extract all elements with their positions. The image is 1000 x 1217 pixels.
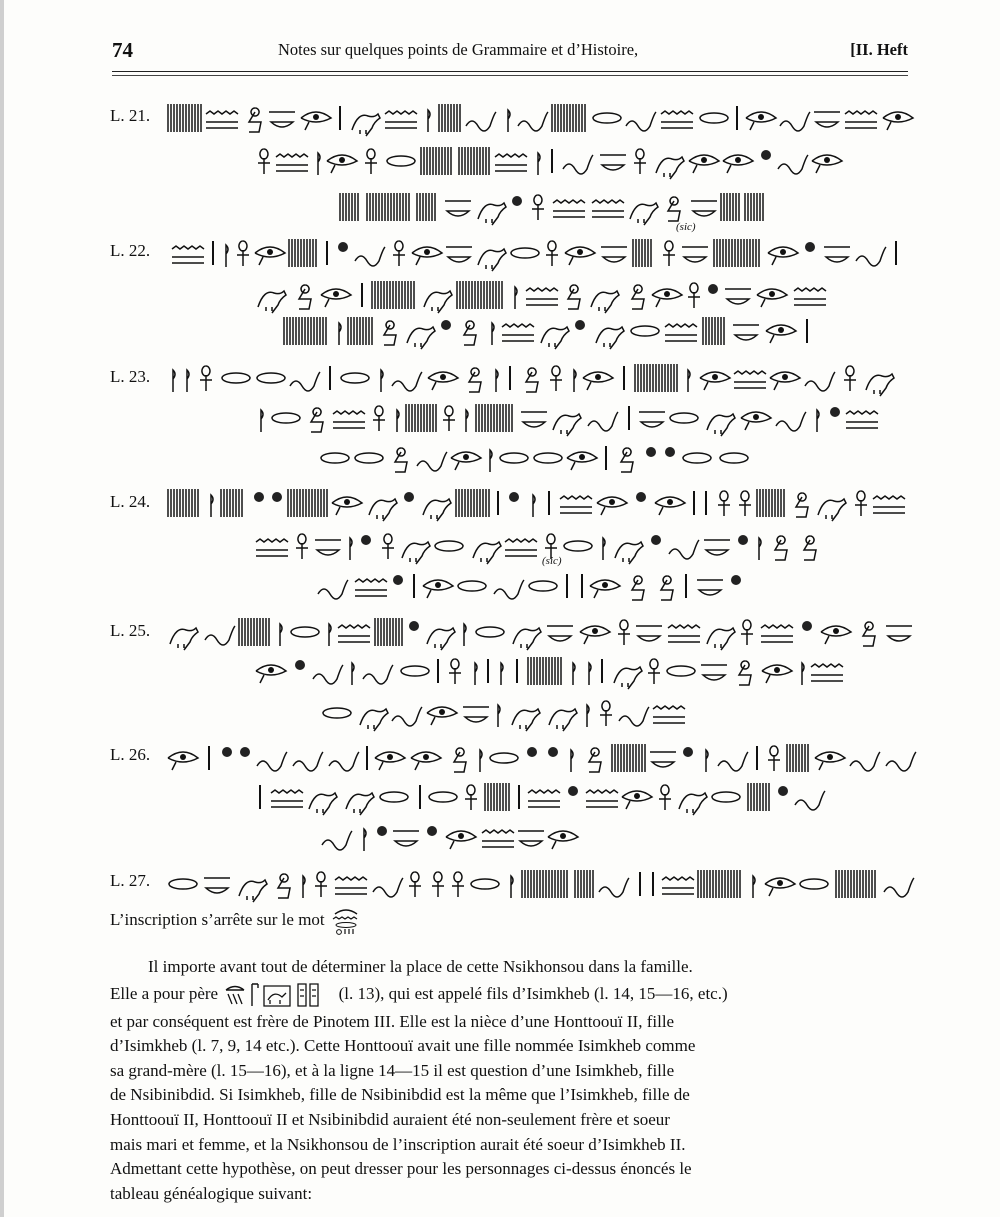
running-section: [II. Heft bbox=[850, 40, 908, 59]
body-line: Il importe avant tout de déterminer la place de cette Nsikhonsou dans la famille. bbox=[148, 957, 693, 976]
sic-note-22: (sic) bbox=[676, 221, 696, 233]
line-label-25: L. 25. bbox=[110, 621, 151, 640]
hieroglyph-row bbox=[258, 147, 842, 179]
hieroglyph-row bbox=[168, 104, 913, 136]
inscription-caption bbox=[110, 906, 363, 936]
hieroglyph-row bbox=[260, 783, 825, 815]
running-title: Notes sur quelques points de Grammaire et d’Histoire, bbox=[278, 40, 639, 59]
body-line: Honttoouï II, Honttoouï II et Nsibinibdid auraient été non-seulement frère et soeur bbox=[110, 1109, 670, 1129]
hieroglyph-row bbox=[261, 404, 878, 436]
hieroglyph-name-icon bbox=[222, 980, 334, 1010]
commentary-paragraph bbox=[110, 955, 910, 1206]
hieroglyph-row bbox=[168, 489, 905, 521]
body-line: tableau généalogique suivant: bbox=[110, 1183, 313, 1203]
hieroglyph-row bbox=[258, 281, 826, 313]
hieroglyph-word-icon bbox=[329, 906, 363, 936]
line-label-22: L. 22. bbox=[110, 241, 151, 260]
hieroglyph-row bbox=[169, 870, 914, 902]
hieroglyph-row bbox=[284, 317, 807, 349]
hieroglyph-row bbox=[256, 657, 843, 689]
hieroglyph-row bbox=[170, 618, 912, 650]
line-label-24: L. 24. bbox=[110, 492, 151, 511]
hieroglyph-row bbox=[173, 364, 894, 396]
line-label-23: L. 23. bbox=[110, 367, 151, 386]
hieroglyph-row bbox=[321, 446, 748, 472]
line-label-21: L. 21. bbox=[110, 106, 151, 125]
body-line: de Nsibinibdid. Si Isimkheb, fille de Nsibinibdid est la même que l’Isimkheb, fille de bbox=[110, 1085, 690, 1105]
hieroglyph-row bbox=[322, 826, 578, 851]
body-line: et par conséquent est frère de Pinotem III. Elle est la nièce d’une Honttoouï II, fille bbox=[110, 1011, 675, 1031]
body-text: (l. 13), qui est appelé fils d’Isimkheb (l. 14, 15—16, etc.) bbox=[338, 983, 728, 1003]
body-line-with-name bbox=[110, 980, 910, 1010]
hieroglyph-row bbox=[172, 239, 896, 271]
caption-text: L’inscription s’arrête sur le mot bbox=[110, 909, 325, 929]
hieroglyph-row bbox=[256, 534, 816, 564]
hieroglyph-row bbox=[340, 193, 763, 225]
body-line: d’Isimkheb (l. 7, 9, 14 etc.). Cette Honttoouï avait une fille nommée Isimkheb comme bbox=[110, 1036, 696, 1056]
line-label-27: L. 27. bbox=[110, 871, 151, 890]
body-line: mais mari et femme, et la Nsikhonsou de l’inscription aurait été soeur d’Isimkheb II. bbox=[110, 1134, 686, 1154]
body-text: Elle a pour père bbox=[110, 983, 219, 1003]
hieroglyph-row bbox=[168, 744, 916, 772]
hieroglyph-row bbox=[323, 701, 685, 731]
sic-note-24: (sic) bbox=[542, 555, 562, 567]
body-line: sa grand-mère (l. 15—16), et à la ligne 14—15 il est question d’une Isimkheb, fille bbox=[110, 1060, 675, 1080]
hieroglyph-row bbox=[318, 574, 741, 600]
body-line: Admettant cette hypothèse, on peut dresser pour les personnages ci-dessus énoncés le bbox=[110, 1159, 692, 1179]
line-label-26: L. 26. bbox=[110, 745, 151, 764]
page-number: 74 bbox=[112, 38, 133, 62]
